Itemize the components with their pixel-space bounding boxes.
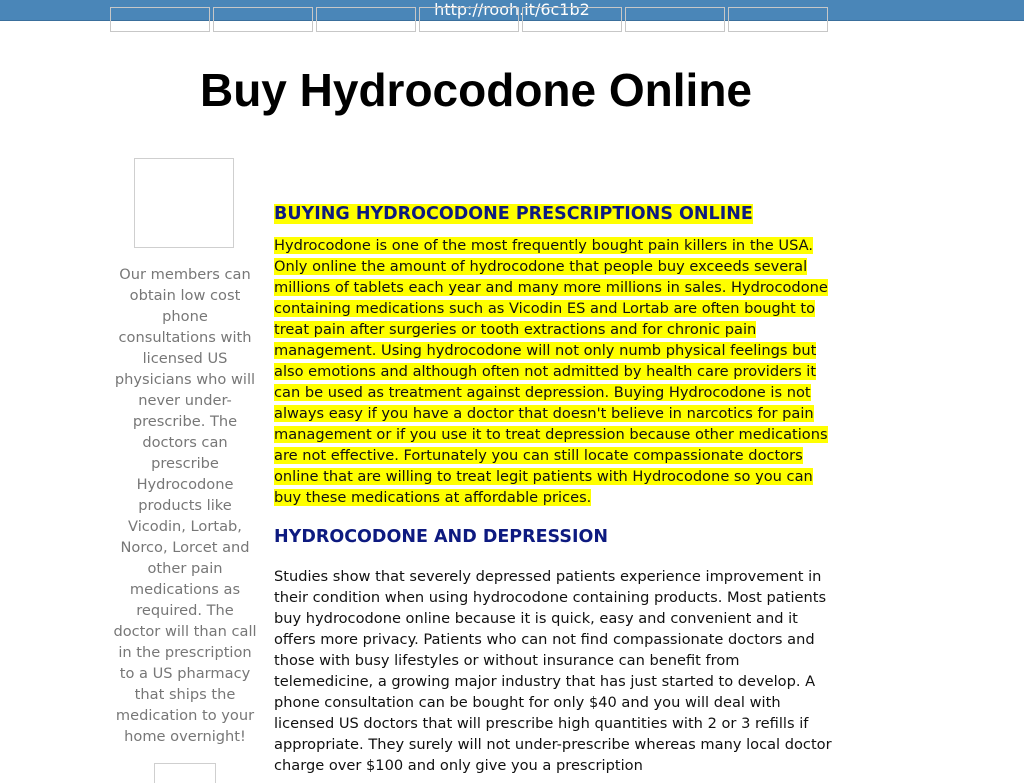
nav-tab-1[interactable]: [110, 7, 210, 32]
sidebar-blurb: Our members can obtain low cost phone consultations with licensed US physicians who will never under-prescribe. The doctors can prescribe Hydrocodone products like Vicodin, Lortab, Norco, Lorcet and other pain medications as required. The doctor will than call in the prescription to a US pharmacy that ships the medication to your home overnight!: [113, 266, 257, 745]
banner-url-link[interactable]: http://rooh.it/6c1b2: [434, 0, 590, 19]
sidebar: [112, 158, 258, 783]
nav-tab-5[interactable]: [522, 7, 622, 32]
main-content: [274, 202, 838, 776]
section-body-buying: Hydrocodone is one of the most frequently bought pain killers in the USA. Only online the amount of hydrocodone that people buy exceeds several millions of tablets each year and many more millions in sales. Hydrocodone containing medications such as Vicodin ES and Lortab are often bought to treat pain after surgeries or tooth extractions and for chronic pain management. Using hydrocodone will not only numb physical feelings but also emotions and although often not admitted by health care providers it can be used as treatment against depression. Buying Hydrocodone is not always easy if you have a doctor that doesn't believe in narcotics for pain management or if you use it to treat depression because other medications are not effective. Fortunately you can still locate compassionate doctors online that are willing to treat legit patients with Hydrocodone so you can buy these medications at affordable prices.: [274, 237, 828, 506]
sidebar-image-placeholder: [134, 158, 234, 248]
nav-tab-4[interactable]: [419, 7, 519, 32]
page-title: Buy Hydrocodone Online: [199, 64, 753, 116]
sidebar-image-placeholder-2: [154, 763, 216, 783]
nav-tab-3[interactable]: [316, 7, 416, 32]
section-heading-buying: BUYING HYDROCODONE PRESCRIPTIONS ONLINE: [274, 204, 753, 224]
section-buying: [274, 202, 838, 508]
nav-tab-2[interactable]: [213, 7, 313, 32]
section-heading-depression: HYDROCODONE AND DEPRESSION: [274, 527, 609, 547]
nav-tabs: [110, 7, 845, 34]
section-depression: [274, 525, 838, 776]
nav-tab-7[interactable]: [728, 7, 828, 32]
nav-tab-6[interactable]: [625, 7, 725, 32]
section-body-depression: Studies show that severely depressed patients experience improvement in their condition when using hydrocodone containing products. Most patients buy hydrocodone online because it is quick, easy and convenient and it offers more privacy. Patients who can not find compassionate doctors and those with busy lifestyles or without insurance can benefit from telemedicine, a growing major industry that has just started to develop. A phone consultation can be bought for only $40 and you will deal with licensed US doctors that will prescribe high quantities with 2 or 3 refills if appropriate. They surely will not under-prescribe whereas many local doctor charge over $100 and only give you a prescription: [274, 568, 832, 774]
